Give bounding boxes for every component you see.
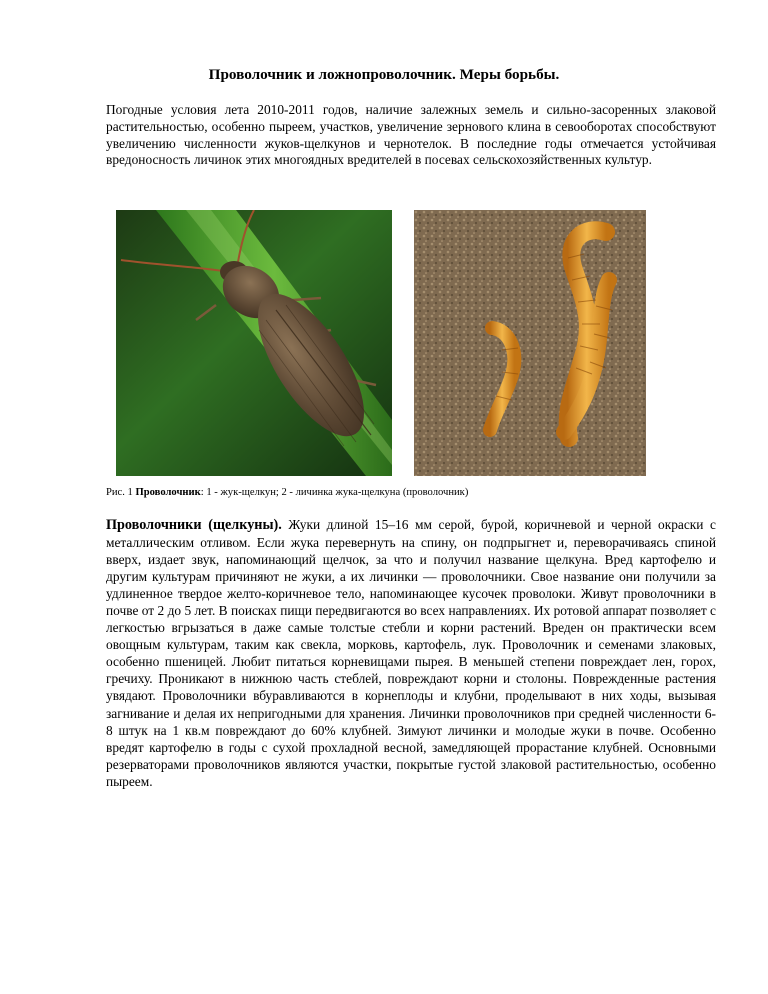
- figure-caption: [106, 487, 716, 498]
- larvae-illustration: [414, 210, 646, 476]
- caption-prefix: Рис. 1: [106, 487, 136, 498]
- larvae-photo: [414, 210, 646, 476]
- intro-paragraph: Погодные условия лета 2010-2011 годов, наличие залежных земель и сильно-засоренных злаковой растительностью, особенно пыреем, участков, увеличение зернового клина в севооборотах способствуют увеличению численности жуков-щелкунов и чернотелок. В последние годы отмечается устойчивая вредоносность личинок этих многоядных вредителей в посевах сельскохозяйственных культур.: [106, 102, 716, 168]
- section-text: Жуки длиной 15–16 мм серой, бурой, коричневой и черной окраски с металлическим отливом. Если жука перевернуть на спину, он подпрыгнет и, переворачиваясь спиной вверх, издает звук, напоминающий щелчок, за что и получил название щелкуна. Вред картофелю и другим культурам причиняют не жуки, а их личинки — проволочники. Свое название они получили за удлиненное твердое желто-коричневое тело, напоминающее кусочек проволоки. Живут проволочники в почве от 2 до 5 лет. В поисках пищи передвигаются во всех направлениях. Их ротовой аппарат позволяет с легкостью вгрызаться в даже самые толстые стебли и корни растений. Вреден он практически всем овощным культурам, таким как свекла, морковь, картофель, лук. Проволочник и семенами злаковых, особенно пшеницей. Любит питаться корневищами пырея. В меньшей степени повреждает лен, горох, гречиху. Проникают в нижнюю часть стеблей, повреждают корни и столоны. Поврежденные растения увядают. Проволочники вбуравливаются в корнеплоды и клубни, проделывают в них ходы, вызывая загнивание и делая их непригодными для хранения. Личинки проволочников при средней численности 6-8 штук на 1 кв.м повреждают до 60% клубней. Зимуют личинки и молодые жуки в почве. Особенно вредят картофелю в годы с сухой прохладной весной, замедляющей прорастание клубней. Основными резерваторами проволочников являются участки, покрытые густой злаковой растительностью, особенно пыреем.: [106, 517, 716, 789]
- caption-term: Проволочник: [135, 487, 201, 498]
- page-title: Проволочник и ложнопроволочник. Меры борьбы.: [208, 66, 560, 83]
- section-heading: Проволочники (щелкуны).: [106, 517, 282, 533]
- beetle-photo: [116, 210, 392, 476]
- section-paragraph: [106, 516, 716, 790]
- caption-rest: : 1 - жук-щелкун; 2 - личинка жука-щелкуна (проволочник): [200, 487, 469, 498]
- beetle-illustration: [116, 210, 392, 476]
